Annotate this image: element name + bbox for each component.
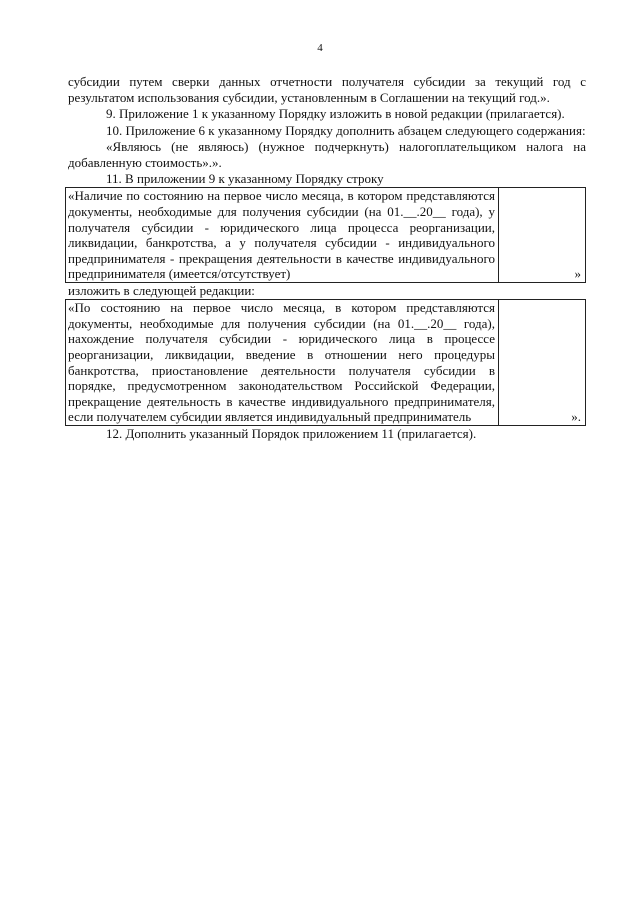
new-row-value-cell [499,300,585,425]
paragraph-11-after: изложить в следующей редакции: [68,282,255,298]
paragraph-12: 12. Дополнить указанный Порядок приложением 11 (прилагается). [106,425,477,441]
paragraph-10: 10. Приложение 6 к указанному Порядку дополнить абзацем следующего содержания: [106,122,586,138]
paragraph-10-quote: «Являюсь (не являюсь) (нужное подчеркнуть) налогоплательщиком налога на добавленную стоимость».». [68,138,586,171]
old-row-table [65,187,586,283]
paragraph-9: 9. Приложение 1 к указанному Порядку изложить в новой редакции (прилагается). [106,106,565,122]
closing-quote: ». [571,408,581,424]
paragraph-continuation: субсидии путем сверки данных отчетности получателя субсидии за текущий год с результатом использования субсидии, установленным в Соглашении на текущий год.». [68,74,586,106]
closing-quote: » [574,265,581,281]
table-row [65,299,586,426]
page-number: 4 [317,42,323,54]
table-row [65,187,586,283]
new-row-table [65,299,586,426]
document-body [68,74,586,442]
paragraph-11: 11. В приложении 9 к указанному Порядку строку [106,171,384,187]
old-row-value-cell [499,188,585,282]
new-row-text: «По состоянию на первое число месяца, в котором представляются документы, необходимые для получения субсидии (на 01.__.20__ года), нахождение получателя субсидии - юридического лица в процессе реорганизации, ликвидации, введение в отношении него процедуры банкротства, приостановление деятельности получателя субсидии в порядке, предусмотренном законодательством Российской Федерации, прекращение деятельность в качестве индивидуального предпринимателя, если получателем субсидии является индивидуальный предприниматель [66,300,499,425]
old-row-text: «Наличие по состоянию на первое число месяца, в котором представляются документы, необходимые для получения субсидии (на 01.__.20__ года), у получателя субсидии - юридического лица процесса реорганизации, ликвидации, банкротства, а у получателя субсидии - индивидуального предпринимателя - прекращения деятельности в качестве индивидуального предпринимателя (имеется/отсутствует) [66,188,499,282]
